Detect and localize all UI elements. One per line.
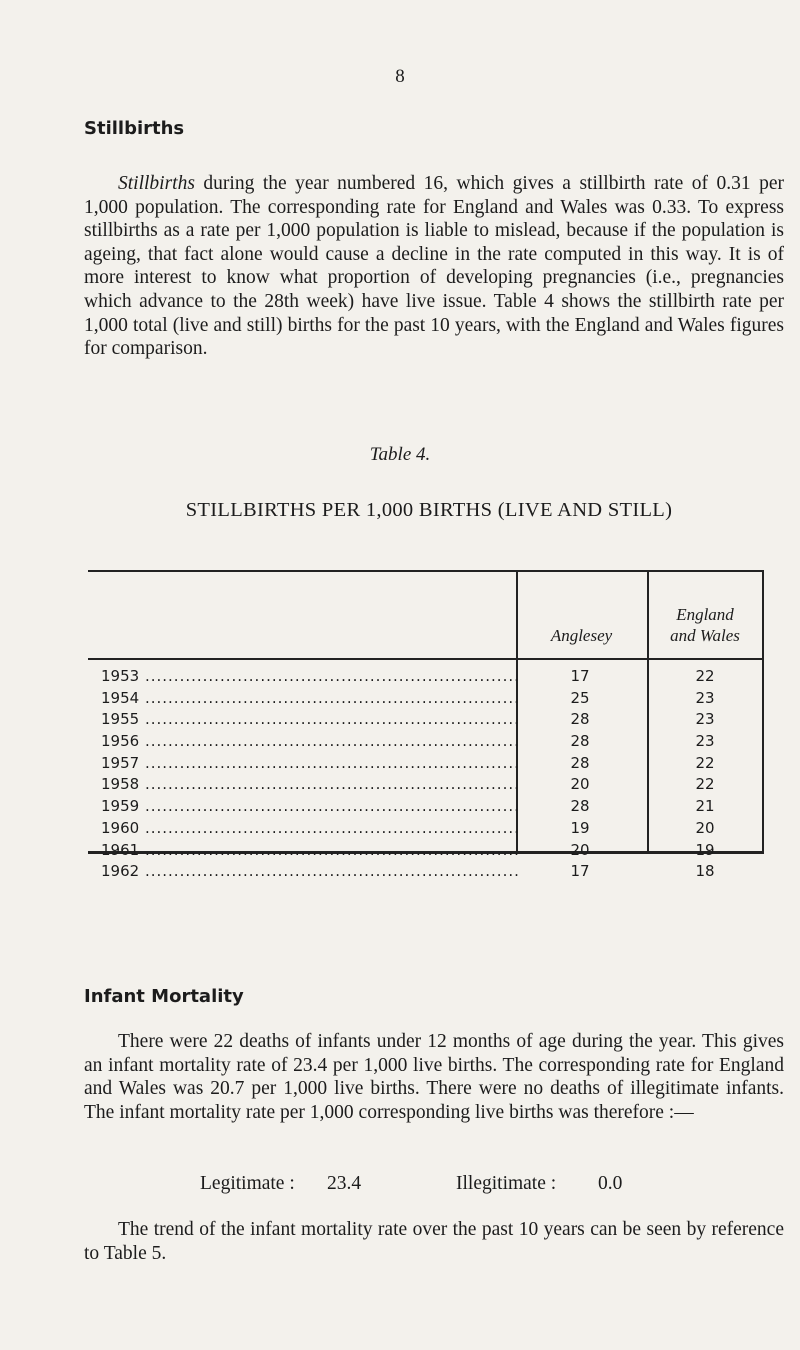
england-wales-cell: 20	[695, 818, 715, 837]
table-row	[88, 841, 762, 863]
year-cell: 1962 .....	[101, 862, 519, 880]
year-cell: 1957 .....	[101, 754, 519, 772]
anglesey-cell: 28	[570, 753, 590, 772]
column-header-england-wales	[648, 604, 762, 646]
england-wales-cell: 23	[695, 710, 715, 729]
stillbirths-paragraph-text: during the year numbered 16, which gives a stillbirth rate of 0.31 per 1,000 population. The corresponding rate for England and Wales was 0.33. To express stillbirths as a rate per 1,000 population is liable to mislead, because if the population is ageing, that fact alone would cause a decline in the rate computed in this way. It is of more interest to know what proportion of developing pregnancies (i.e., pregnancies which advance to the 28th week) have live issue. Table 4 shows the stillbirth rate per 1,000 total (live and still) births for the past 10 years, with the England and Wales figures for comparison.	[84, 173, 784, 360]
year-cell: 1959 .....	[101, 797, 519, 815]
anglesey-cell: 17	[570, 667, 590, 685]
year-cell: 1954 .....	[101, 689, 519, 707]
table-row	[88, 689, 762, 711]
england-wales-cell: 19	[695, 840, 715, 859]
anglesey-cell: 20	[570, 840, 590, 859]
england-wales-cell: 21	[695, 797, 715, 816]
england-wales-cell: 23	[695, 688, 715, 707]
illegitimate-value: 0.0	[598, 1173, 623, 1194]
table-row	[88, 710, 762, 732]
table-body	[88, 667, 762, 884]
table-row	[88, 819, 762, 841]
anglesey-cell: 17	[570, 862, 590, 881]
table-row	[88, 775, 762, 797]
table-row	[88, 732, 762, 754]
year-cell: 1958 .....	[101, 775, 519, 793]
illegitimate-label: Illegitimate :	[456, 1173, 557, 1194]
england-wales-cell: 22	[695, 775, 715, 794]
table-caption: Table 4.	[369, 444, 431, 465]
year-cell: 1953 .....	[101, 667, 519, 685]
header-rule	[88, 658, 762, 660]
stillbirths-paragraph	[84, 172, 784, 361]
anglesey-cell: 19	[570, 818, 590, 837]
england-wales-cell: 23	[695, 732, 715, 751]
table-row	[88, 667, 762, 689]
anglesey-cell: 25	[570, 688, 590, 707]
table-title: STILLBIRTHS PER 1,000 BIRTHS (LIVE AND STILL)	[185, 499, 673, 521]
england-wales-cell: 18	[695, 862, 715, 881]
column-header-line: England	[676, 605, 734, 624]
year-cell: 1961 .....	[101, 841, 519, 859]
infant-mortality-paragraph: There were 22 deaths of infants under 12 months of age during the year. This gives an infant mortality rate of 23.4 per 1,000 live births. The corresponding rate for England and Wales was 20.7 per 1,000 live births. There were no deaths of illegitimate infants. The infant mortality rate per 1,000 corresponding live births was therefore :—	[84, 1031, 784, 1123]
page-number: 8	[395, 66, 405, 87]
anglesey-cell: 28	[570, 710, 590, 729]
england-wales-cell: 22	[695, 753, 715, 772]
table-row	[88, 797, 762, 819]
infant-mortality-heading: Infant Mortality	[84, 986, 244, 1007]
year-cell: 1960 .....	[101, 819, 519, 837]
column-header-line: and Wales	[670, 626, 740, 645]
anglesey-cell: 28	[570, 732, 590, 751]
england-wales-cell: 22	[695, 667, 715, 685]
anglesey-cell: 28	[570, 797, 590, 816]
legitimate-value: 23.4	[327, 1173, 362, 1194]
column-header-anglesey: Anglesey	[550, 626, 613, 645]
table-row	[88, 754, 762, 776]
legitimate-label: Legitimate :	[200, 1173, 295, 1194]
stillbirths-heading: Stillbirths	[84, 118, 185, 139]
year-cell: 1956 .....	[101, 732, 519, 750]
year-cell: 1955 .....	[101, 710, 519, 728]
stillbirths-lead-word: Stillbirths	[118, 173, 195, 194]
anglesey-cell: 20	[570, 775, 590, 794]
stillbirth-table	[88, 570, 764, 881]
infant-mortality-trend-paragraph: The trend of the infant mortality rate over the past 10 years can be seen by reference to Table 5.	[84, 1219, 784, 1264]
mortality-rates-line	[200, 1173, 700, 1197]
table-row	[88, 862, 762, 884]
